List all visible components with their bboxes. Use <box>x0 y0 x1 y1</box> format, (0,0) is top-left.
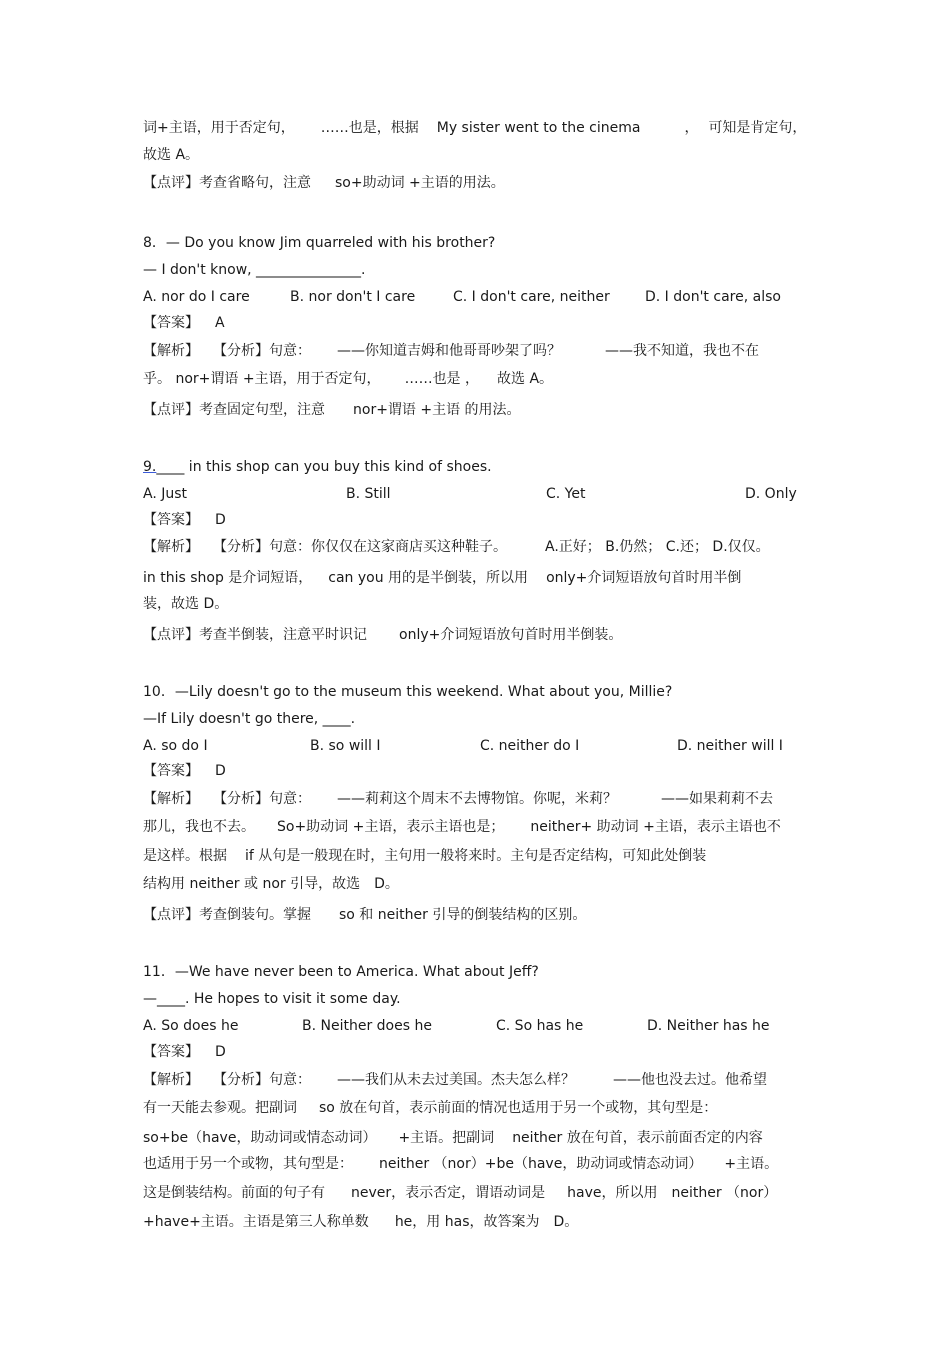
analysis-label: 【解析】 <box>143 539 199 555</box>
analysis-line <box>143 538 770 556</box>
analysis-line <box>143 790 773 808</box>
text-segment: only+介词短语放句首时用半倒装。 <box>399 627 623 643</box>
question-stem-line2: —____. He hopes to visit it some day. <box>143 991 401 1007</box>
answer-label: 【答案】 <box>143 512 199 528</box>
text-segment: 有一天能去参观。把副词 <box>143 1100 297 1116</box>
text-segment: 是这样。根据 <box>143 848 227 864</box>
text-segment: neither （nor）+be（have，助动词或情态动词） <box>379 1156 703 1172</box>
answer-value: A <box>215 315 225 331</box>
text-segment: 结构用 neither 或 nor 引导，故选 <box>143 876 361 892</box>
answer-value: D <box>215 763 226 779</box>
text-segment: ——他也没去过。他希望 <box>613 1072 767 1088</box>
analysis-line <box>143 1155 778 1173</box>
option-b: B. Still <box>346 486 391 502</box>
text-segment: +have+主语。主语是第三人称单数 <box>143 1214 369 1230</box>
option-a: A. So does he <box>143 1018 239 1034</box>
text-segment: neither+ 助动词 +主语，表示主语也不 <box>530 819 781 835</box>
analysis-line <box>143 569 741 587</box>
option-c: C. I don't care, neither <box>453 289 610 305</box>
text-segment: so+be（have，助动词或情态动词） <box>143 1130 377 1146</box>
question-number-link[interactable]: 9. <box>143 459 157 475</box>
text-segment: 【点评】考查倒装句。掌握 <box>143 907 311 923</box>
option-a: A. so do I <box>143 738 208 754</box>
analysis-line <box>143 1129 763 1147</box>
answer-blank: ____ <box>156 459 185 475</box>
text-segment: 也适用于另一个或物，其句型是： <box>143 1156 353 1172</box>
option-d: D. neither will I <box>677 738 783 754</box>
text-line <box>143 119 806 137</box>
text-segment: 可知是肯定句， <box>708 120 807 136</box>
answer-line <box>143 762 226 780</box>
text-segment: 故选 A。 <box>497 371 554 387</box>
text-segment: in this shop can you buy this kind of shoes. <box>184 459 492 475</box>
answer-line <box>143 511 226 529</box>
question-stem: 8．— Do you know Jim quarreled with his brother? <box>143 235 496 251</box>
text-segment: 【分析】句意： <box>213 343 311 359</box>
option-d: D. Only <box>745 486 797 502</box>
text-segment: ——你知道吉姆和他哥哥吵架了吗？ <box>337 343 561 359</box>
text-segment: 【分析】句意：你仅仅在这家商店买这种鞋子。 <box>213 539 507 555</box>
text-segment: nor+谓语 +主语 的用法。 <box>353 402 521 418</box>
text-segment: +主语。 <box>724 1156 779 1172</box>
text-segment: 【分析】句意： <box>213 791 311 807</box>
question-stem: 10．—Lily doesn't go to the museum this weekend. What about you, Millie? <box>143 684 673 700</box>
text-segment: +主语。把副词 <box>398 1130 495 1146</box>
text-segment: 词+主语，用于否定句， <box>143 120 295 136</box>
option-b: B. so will I <box>310 738 381 754</box>
option-c: C. Yet <box>546 486 586 502</box>
text-segment: So+助动词 +主语，表示主语也是； <box>277 819 505 835</box>
option-a: A. nor do I care <box>143 289 250 305</box>
text-segment: 【点评】考查半倒装，注意平时识记 <box>143 627 367 643</box>
text-segment: if 从句是一般现在时，主句用一般将来时。主句是否定结构，可知此处倒装 <box>245 848 707 864</box>
answer-label: 【答案】 <box>143 315 199 331</box>
text-segment: ——我们从未去过美国。杰夫怎么样？ <box>337 1072 575 1088</box>
comment-line <box>143 906 586 924</box>
option-a: A. Just <box>143 486 188 502</box>
text-segment: ……也是，根据 <box>320 120 419 136</box>
text-segment: only+介词短语放句首时用半倒 <box>546 570 742 586</box>
text-segment: neither （nor） <box>671 1185 778 1201</box>
option-c: C. So has he <box>496 1018 584 1034</box>
text-segment: neither 放在句首，表示前面否定的内容 <box>512 1130 763 1146</box>
analysis-line <box>143 1213 578 1231</box>
text-segment: 【点评】考查固定句型，注意 <box>143 402 325 418</box>
text-segment: My sister went to the cinema <box>436 120 641 136</box>
question-stem-line2: —If Lily doesn't go there, ____. <box>143 711 356 727</box>
text-segment: D。 <box>553 1214 579 1230</box>
answer-label: 【答案】 <box>143 763 199 779</box>
comment-line <box>143 401 521 419</box>
analysis-label: 【解析】 <box>143 791 199 807</box>
text-segment: 这是倒装结构。前面的句子有 <box>143 1185 325 1201</box>
text-segment: he，用 has，故答案为 <box>394 1214 540 1230</box>
text-segment: 那儿，我也不去。 <box>143 819 255 835</box>
option-d: D. I don't care, also <box>645 289 781 305</box>
text-segment: so 放在句首，表示前面的情况也适用于另一个或物，其句型是： <box>319 1100 718 1116</box>
answer-value: D <box>215 1044 226 1060</box>
question-stem-line2: — I don't know, _______________. <box>143 262 366 278</box>
answer-label: 【答案】 <box>143 1044 199 1060</box>
analysis-line <box>143 1099 717 1117</box>
text-segment: never，表示否定，谓语动词是 <box>351 1185 546 1201</box>
text-segment: D。 <box>374 876 399 892</box>
text-segment: 乎。 nor+谓语 +主语，用于否定句， <box>143 371 381 387</box>
analysis-line <box>143 875 399 893</box>
option-b: B. Neither does he <box>302 1018 432 1034</box>
text-segment: ……也是 ， <box>404 371 480 387</box>
answer-value: D <box>215 512 226 528</box>
text-segment: can you 用的是半倒装，所以用 <box>328 570 529 586</box>
analysis-line <box>143 1071 767 1089</box>
text-segment: so 和 neither 引导的倒装结构的区别。 <box>339 907 587 923</box>
analysis-line: 装，故选 D。 <box>143 596 229 612</box>
text-segment: ， <box>684 120 699 136</box>
answer-line <box>143 314 225 332</box>
text-segment: 【分析】句意： <box>213 1072 311 1088</box>
text-segment: A.正好； B.仍然； C.还； D.仅仅。 <box>545 539 770 555</box>
analysis-label: 【解析】 <box>143 343 199 359</box>
text-segment: ——我不知道，我也不在 <box>605 343 759 359</box>
analysis-line <box>143 818 781 836</box>
text-segment: so+助动词 +主语的用法。 <box>335 175 505 191</box>
text-segment: have，所以用 <box>567 1185 658 1201</box>
answer-line <box>143 1043 226 1061</box>
analysis-label: 【解析】 <box>143 1072 199 1088</box>
text-segment: 【点评】考查省略句，注意 <box>143 175 311 191</box>
analysis-line <box>143 342 759 360</box>
option-b: B. nor don't I care <box>290 289 416 305</box>
option-c: C. neither do I <box>480 738 580 754</box>
option-d: D. Neither has he <box>647 1018 770 1034</box>
text-segment: in this shop 是介词短语， <box>143 570 313 586</box>
question-stem <box>143 458 492 476</box>
question-stem: 11．—We have never been to America. What about Jeff? <box>143 964 539 980</box>
comment-line <box>143 626 622 644</box>
analysis-line <box>143 370 553 388</box>
comment-line <box>143 174 505 192</box>
text-segment: ——如果莉莉不去 <box>661 791 773 807</box>
analysis-line <box>143 1184 777 1202</box>
analysis-line <box>143 847 706 865</box>
text-line: 故选 A。 <box>143 147 200 163</box>
text-segment: ——莉莉这个周末不去博物馆。你呢，米莉？ <box>337 791 617 807</box>
